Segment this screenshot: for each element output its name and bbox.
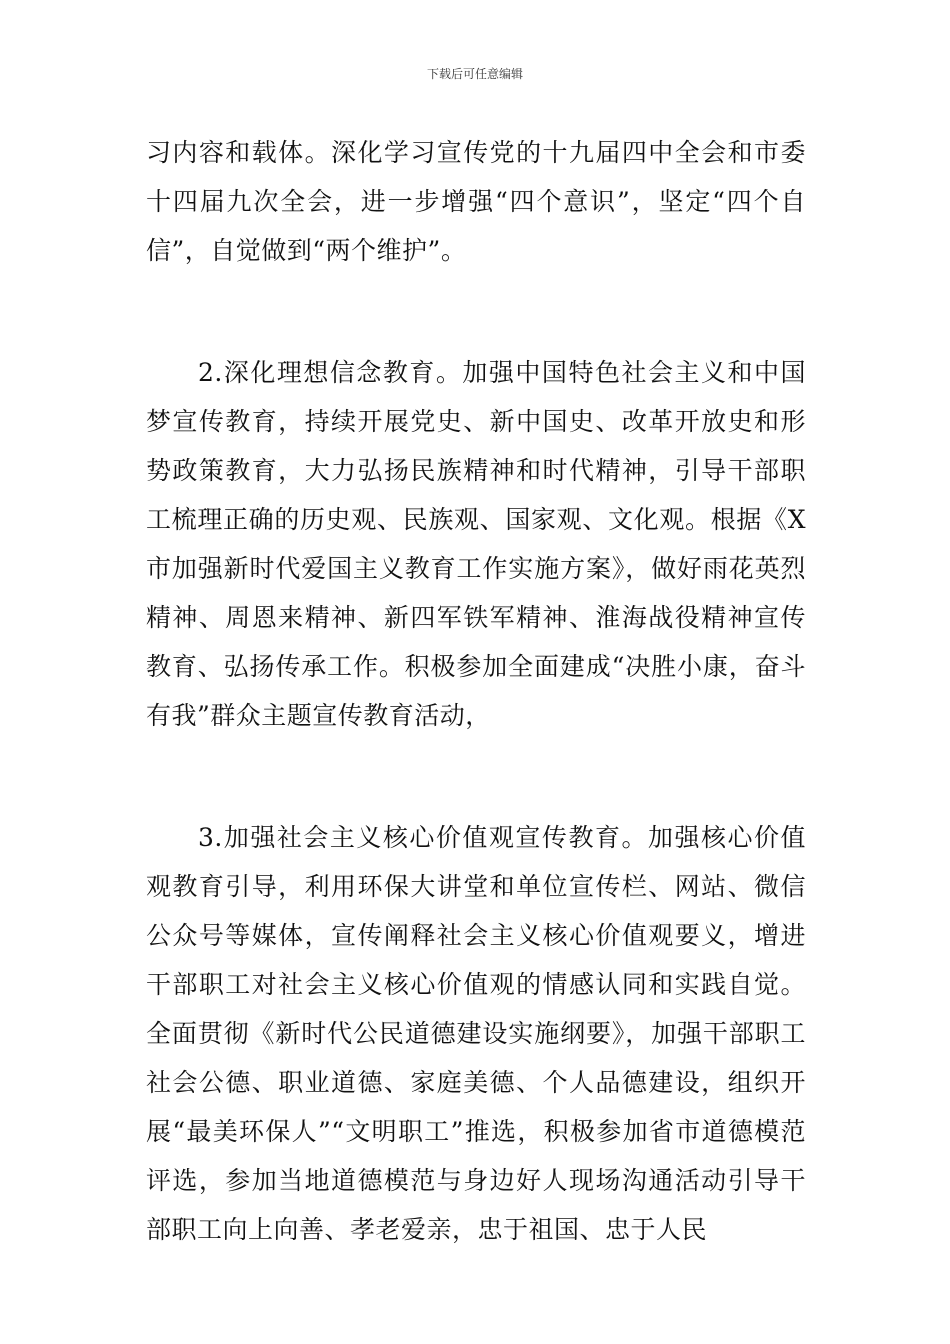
paragraph-gap — [146, 275, 806, 348]
page-header: 下载后可任意编辑 — [426, 67, 523, 81]
paragraph-core-values-education: 3.加强社会主义核心价值观宣传教育。加强核心价值观教育引导，利用环保大讲堂和单位宣传栏、网站、微信公众号等媒体，宣传阐释社会主义核心价值观要义，增进干部职工对社会主义核心价值观的情感认同和实践自觉。全面贯彻《新时代公民道德建设实施纲要》，加强干部职工社会公德、职业道德、家庭美德、个人品德建设，组织开展“最美环保人”“文明职工”推选，积极参加省市道德模范评选，参加当地道德模范与身边好人现场沟通活动引导干部职工向上向善、孝老爱亲，忠于祖国、忠于人民 — [146, 823, 806, 1244]
paragraph-continuation: 习内容和载体。深化学习宣传党的十九届四中全会和市委十四届九次全会，进一步增强“四个意识”，坚定“四个自信”，自觉做到“两个维护”。 — [146, 138, 806, 265]
document-body — [146, 128, 806, 1254]
paragraph-gap — [146, 740, 806, 813]
paragraph-ideal-belief-education: 2.深化理想信念教育。加强中国特色社会主义和中国梦宣传教育，持续开展党史、新中国史、改革开放史和形势政策教育，大力弘扬民族精神和时代精神，引导干部职工梳理正确的历史观、民族观、国家观、文化观。根据《X市加强新时代爱国主义教育工作实施方案》，做好雨花英烈精神、周恩来精神、新四军铁军精神、淮海战役精神宣传教育、弘扬传承工作。积极参加全面建成“决胜小康，奋斗有我”群众主题宣传教育活动， — [146, 358, 806, 730]
